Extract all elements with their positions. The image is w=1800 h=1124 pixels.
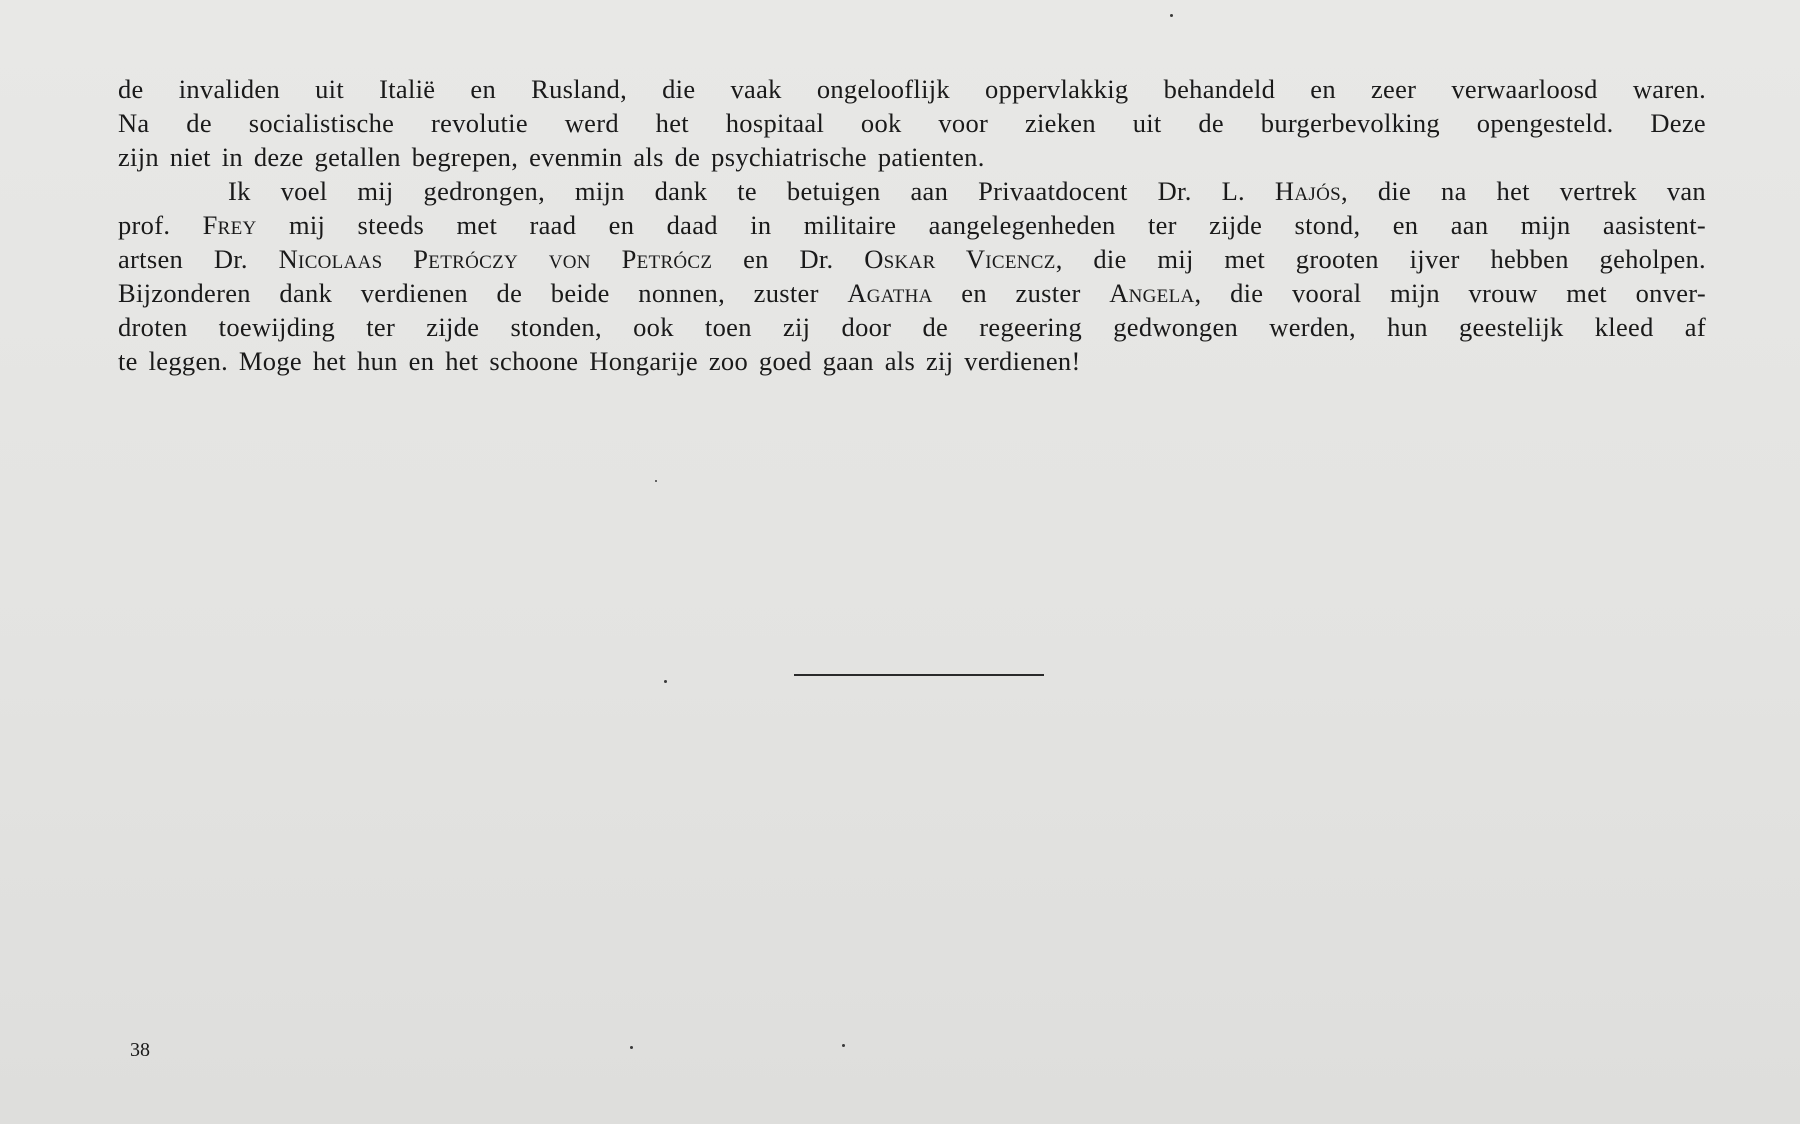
name-hajos: Hajós <box>1274 176 1341 206</box>
scan-speck <box>630 1046 633 1049</box>
text-segment: , die na het vertrek van <box>1340 176 1706 206</box>
text-segment: mij steeds met raad en daad in militaire aangelegenheden ter zijde stond, en aan mijn aasistent- <box>256 210 1706 240</box>
name-angela: Angela <box>1109 278 1195 308</box>
text-line-7 <box>118 276 1706 310</box>
text-segment: te leggen. Moge het hun en het schoone Hongarije zoo goed gaan als zij verdienen! <box>118 346 1081 376</box>
text-line-5 <box>118 208 1706 242</box>
name-vicencz: Oskar Vicencz <box>864 244 1056 274</box>
text-line-8 <box>118 310 1706 344</box>
text-segment: droten toewijding ter zijde stonden, ook toen zij door de regeering gedwongen werden, hun geestelijk kleed af <box>118 312 1706 342</box>
text-line-9 <box>118 344 1706 378</box>
name-petroczy: Nicolaas Petróczy von Petrócz <box>278 244 713 274</box>
text-segment: Na de socialistische revolutie werd het hospitaal ook voor zieken uit de burgerbevolking opengesteld. Deze <box>118 108 1706 138</box>
text-segment: Bijzonderen dank verdienen de beide nonnen, zuster <box>118 278 848 308</box>
scan-speck <box>1170 14 1173 17</box>
scan-speck <box>842 1044 845 1047</box>
scan-speck <box>655 480 657 482</box>
scan-speck <box>664 680 667 683</box>
text-line-6 <box>118 242 1706 276</box>
text-segment: zijn niet in deze getallen begrepen, evenmin als de psychiatrische patienten. <box>118 142 985 172</box>
text-segment: artsen Dr. <box>118 244 279 274</box>
text-line-3 <box>118 140 1706 174</box>
text-segment: , die mij met grooten ijver hebben geholpen. <box>1055 244 1706 274</box>
text-segment: en Dr. <box>712 244 865 274</box>
text-line-1 <box>118 72 1706 106</box>
section-divider-rule <box>794 674 1044 676</box>
name-frey: Frey <box>202 210 257 240</box>
text-segment: , die vooral mijn vrouw met onver- <box>1194 278 1706 308</box>
text-segment: en zuster <box>932 278 1110 308</box>
text-segment: de invaliden uit Italië en Rusland, die vaak ongelooflijk oppervlakkig behandeld en zeer verwaarloosd waren. <box>118 74 1706 104</box>
body-text <box>118 72 1706 378</box>
text-line-4 <box>118 174 1706 208</box>
text-segment: prof. <box>118 210 203 240</box>
page-number: 38 <box>130 1039 150 1061</box>
text-segment: Ik voel mij gedrongen, mijn dank te betuigen aan Privaatdocent Dr. L. <box>228 176 1275 206</box>
text-line-2 <box>118 106 1706 140</box>
name-agatha: Agatha <box>847 278 933 308</box>
